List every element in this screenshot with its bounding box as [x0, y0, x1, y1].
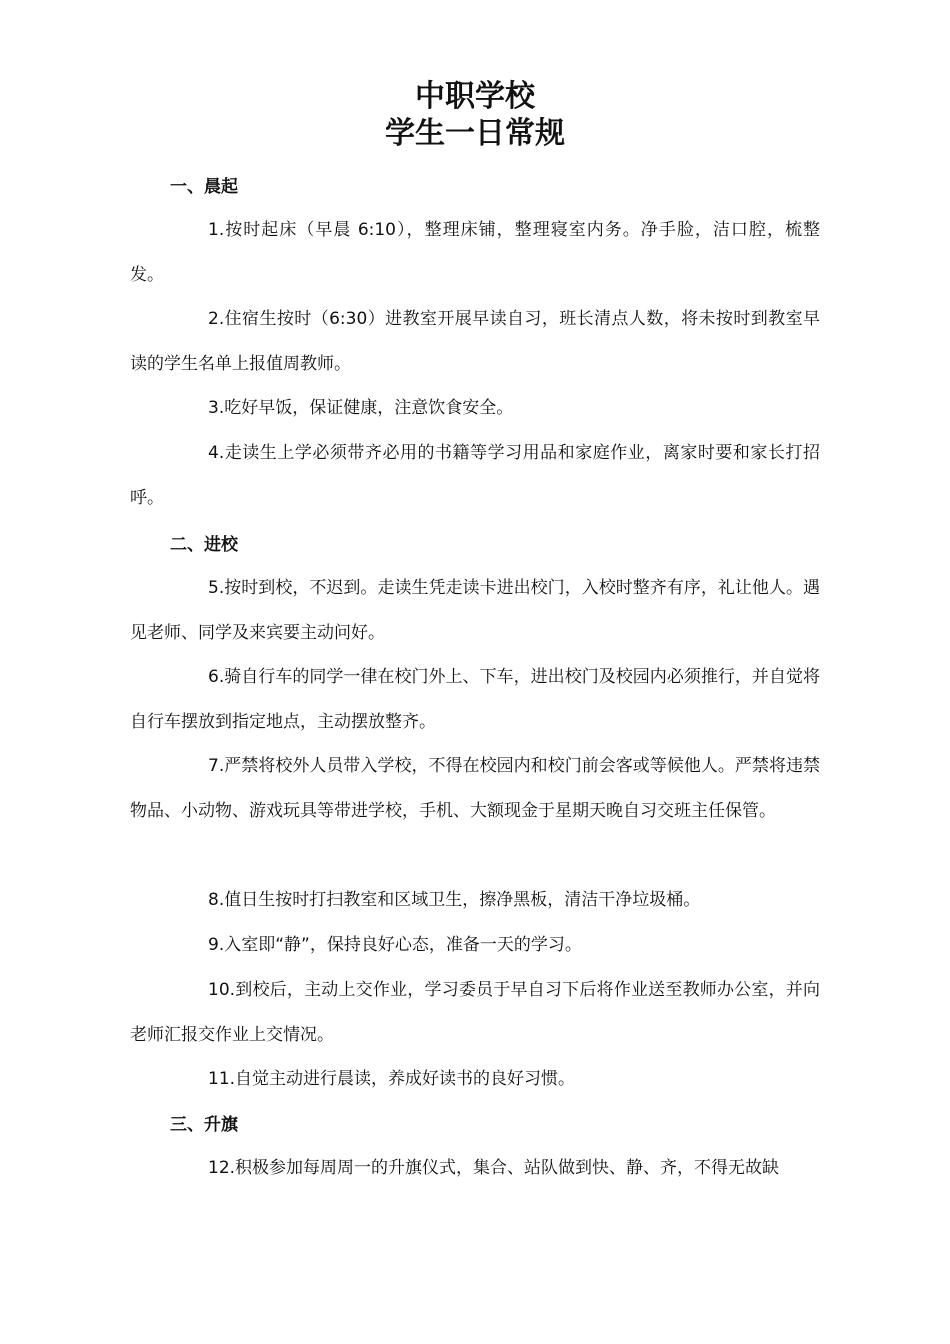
section-heading-flag-raising: 三、升旗	[170, 1115, 238, 1135]
rule-item: 8.值日生按时打扫教室和区域卫生，擦净黑板，清洁干净垃圾桶。	[208, 890, 701, 910]
section-heading-morning: 一、晨起	[170, 177, 238, 197]
rule-item: 3.吃好早饭，保证健康，注意饮食安全。	[208, 398, 514, 418]
rule-item: 12.积极参加每周周一的升旗仪式，集合、站队做到快、静、齐，不得无故缺	[208, 1158, 780, 1178]
rule-item: 6.骑自行车的同学一律在校门外上、下车，进出校门及校园内必须推行，并自觉将自行车摆放到指定地点，主动摆放整齐。	[130, 667, 820, 732]
rule-item: 2.住宿生按时（6:30）进教室开展早读自习，班长清点人数，将未按时到教室早读的学生名单上报值周教师。	[130, 309, 820, 374]
rule-item: 7.严禁将校外人员带入学校，不得在校园内和校门前会客或等候他人。严禁将违禁物品、小动物、游戏玩具等带进学校，手机、大额现金于星期天晚自习交班主任保管。	[130, 756, 820, 821]
rule-item: 1.按时起床（早晨 6:10），整理床铺，整理寝室内务。净手脸，洁口腔，梳整发。	[130, 220, 820, 285]
rule-item: 5.按时到校，不迟到。走读生凭走读卡进出校门，入校时整齐有序，礼让他人。遇见老师、同学及来宾要主动问好。	[130, 578, 820, 643]
rule-item: 9.入室即“静”，保持良好心态，准备一天的学习。	[208, 935, 582, 955]
rule-item: 4.走读生上学必须带齐必用的书籍等学习用品和家庭作业，离家时要和家长打招呼。	[130, 443, 820, 508]
document-title: 中职学校	[415, 79, 535, 114]
rule-item: 10.到校后，主动上交作业，学习委员于早自习下后将作业送至教师办公室，并向老师汇报交作业上交情况。	[130, 980, 820, 1045]
rule-item: 11.自觉主动进行晨读，养成好读书的良好习惯。	[208, 1069, 576, 1089]
section-heading-entering-school: 二、进校	[170, 535, 238, 555]
document-subtitle: 学生一日常规	[385, 116, 565, 151]
